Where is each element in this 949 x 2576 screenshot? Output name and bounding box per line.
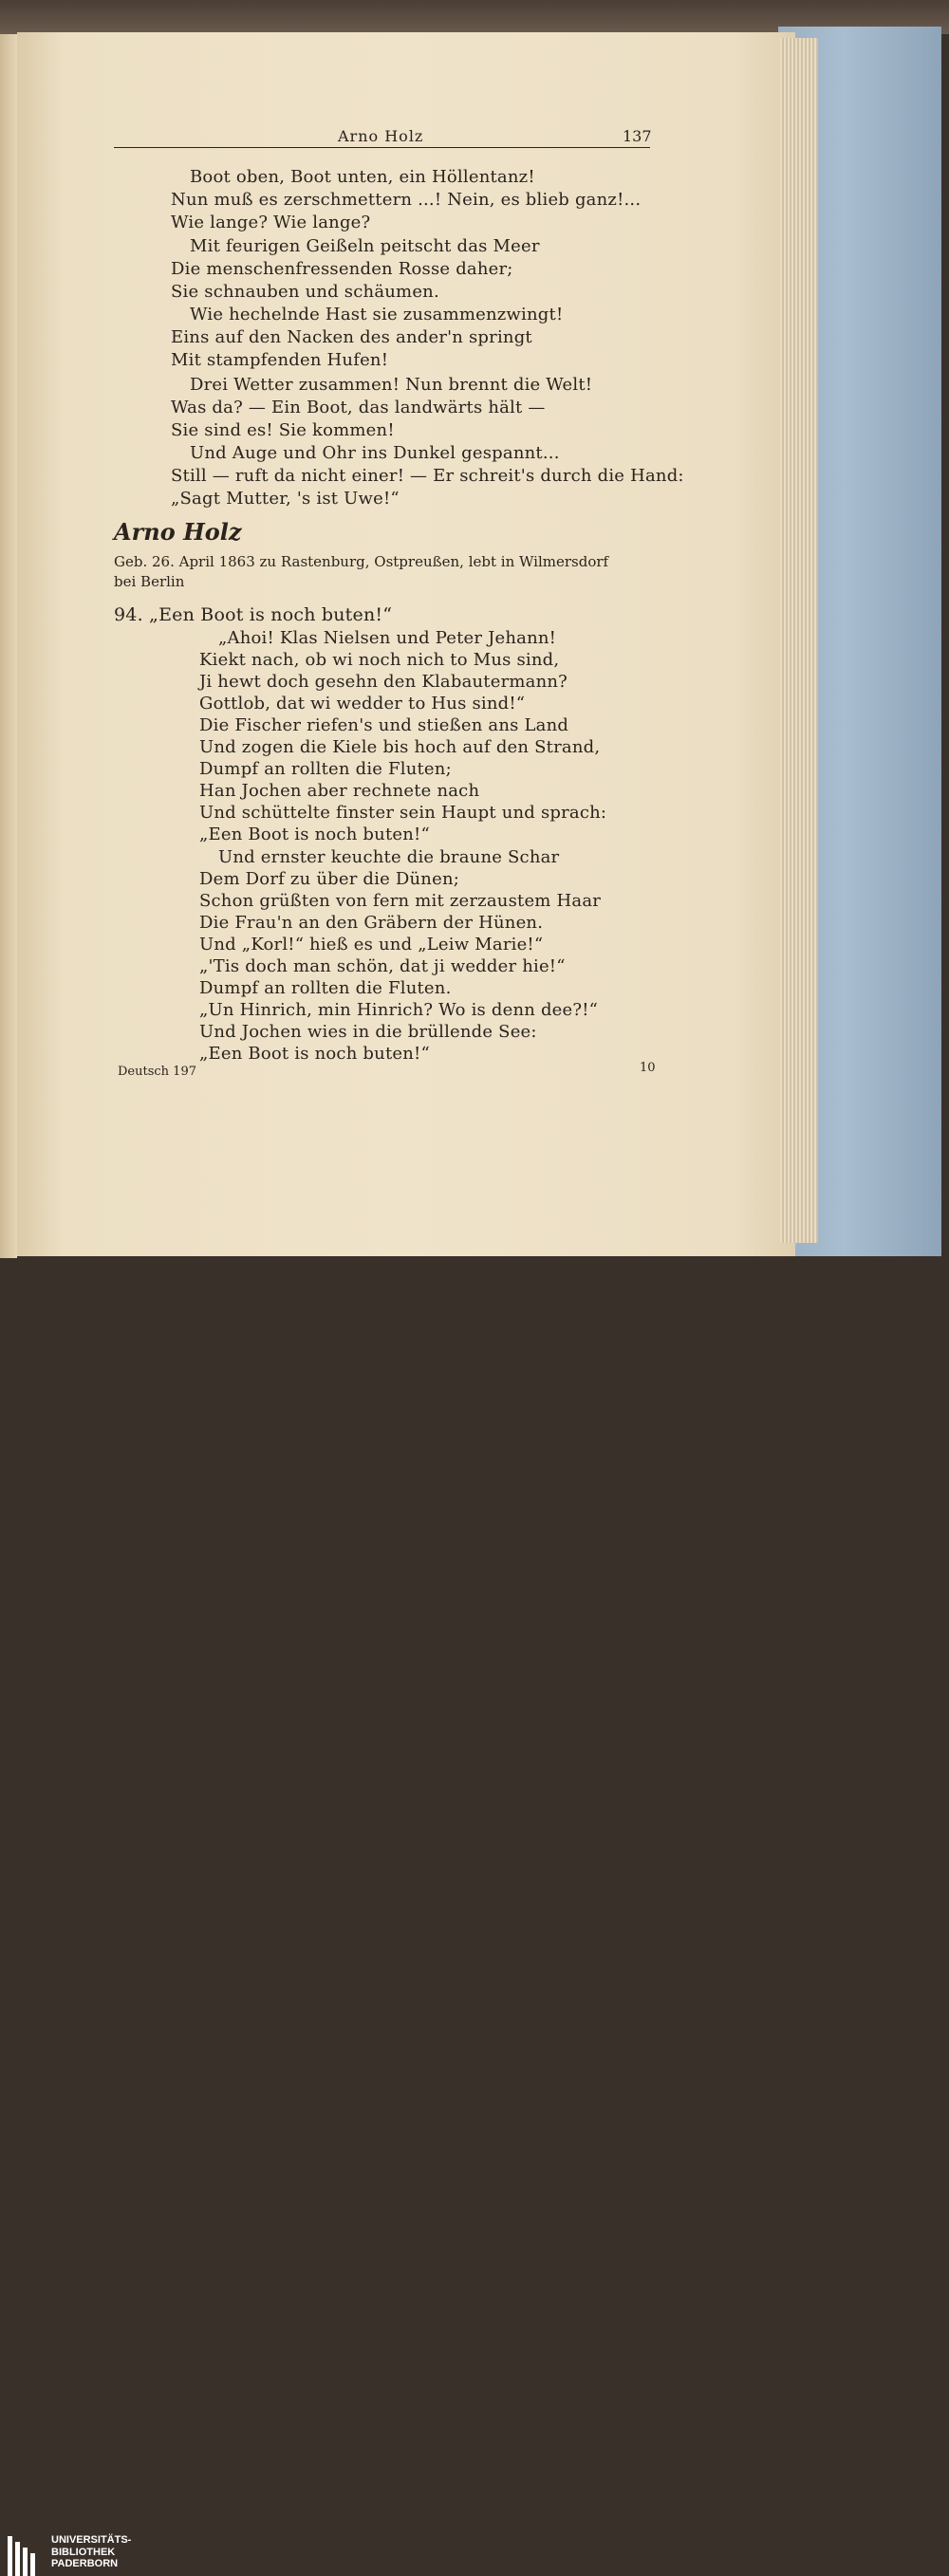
poem-line: Drei Wetter zusammen! Nun brennt die Welt! <box>190 375 593 395</box>
poem-line: Eins auf den Nacken des ander'n springt <box>171 327 532 347</box>
footer-sheet-number: 10 <box>640 1061 656 1075</box>
running-head: Arno Holz <box>338 127 424 145</box>
poem-line: Wie hechelnde Hast sie zusammenzwingt! <box>190 305 564 324</box>
footer-signature: Deutsch 197 <box>118 1065 196 1079</box>
poem-line: Wie lange? Wie lange? <box>171 213 371 232</box>
poem-line: Und Auge und Ohr ins Dunkel gespannt... <box>190 443 560 463</box>
library-name <box>51 2534 131 2570</box>
library-name-line: BIBLIOTHEK <box>51 2546 116 2558</box>
poem-line: „Een Boot is noch buten!“ <box>199 1044 430 1064</box>
poem-line: „Un Hinrich, min Hinrich? Wo is denn dee?!“ <box>199 1000 599 1020</box>
poem-line: Und „Korl!“ hieß es und „Leiw Marie!“ <box>199 935 544 954</box>
bio-line: bei Berlin <box>114 573 185 590</box>
poem-line: Mit feurigen Geißeln peitscht das Meer <box>190 236 540 256</box>
poem-line: Und Jochen wies in die brüllende See: <box>199 1022 537 1042</box>
library-name-line: PADERBORN <box>51 2558 119 2569</box>
book-scan <box>0 0 949 1266</box>
poem-line: Kiekt nach, ob wi noch nich to Mus sind, <box>199 650 560 670</box>
page-stack-edge <box>780 38 818 1243</box>
poem-line: Boot oben, Boot unten, ein Höllentanz! <box>190 167 535 187</box>
poem-line: Han Jochen aber rechnete nach <box>199 781 480 801</box>
poem-line: Mit stampfenden Hufen! <box>171 350 389 370</box>
poem-line: Dumpf an rollten die Fluten; <box>199 759 452 779</box>
page-number: 137 <box>623 127 652 145</box>
poem-line: Die Frau'n an den Gräbern der Hünen. <box>199 913 544 933</box>
poem-line: Still — ruft da nicht einer! — Er schreit's durch die Hand: <box>171 466 684 486</box>
poem-line: Was da? — Ein Boot, das landwärts hält — <box>171 398 546 417</box>
author-bio <box>114 552 608 592</box>
poem-line: Die Fischer riefen's und stießen ans Land <box>199 715 569 735</box>
author-heading: Arno Holz <box>114 518 242 546</box>
poem-line: „Sagt Mutter, 's ist Uwe!“ <box>171 489 400 509</box>
library-logo-icon <box>8 2536 46 2576</box>
library-name-line: UNIVERSITÄTS- <box>51 2534 132 2546</box>
poem-line: Und schüttelte finster sein Haupt und sprach: <box>199 803 607 823</box>
poem-line: Sie schnauben und schäumen. <box>171 282 439 302</box>
poem-line: „'Tis doch man schön, dat ji wedder hie!“ <box>199 956 566 976</box>
poem-title: 94. „Een Boot is noch buten!“ <box>114 604 393 625</box>
poem-line: Schon grüßten von fern mit zerzaustem Haar <box>199 891 602 911</box>
poem-line: Nun muß es zerschmettern ...! Nein, es blieb ganz!... <box>171 190 642 210</box>
poem-line: „Een Boot is noch buten!“ <box>199 825 430 844</box>
bio-line: Geb. 26. April 1863 zu Rastenburg, Ostpreußen, lebt in Wilmersdorf <box>114 553 609 570</box>
poem-line: „Ahoi! Klas Nielsen und Peter Jehann! <box>218 628 557 648</box>
header-rule <box>114 147 650 148</box>
poem-line: Dumpf an rollten die Fluten. <box>199 978 452 998</box>
poem-line: Dem Dorf zu über die Dünen; <box>199 869 460 889</box>
library-brand-strip <box>0 1266 949 2569</box>
poem-line: Und ernster keuchte die braune Schar <box>218 847 560 867</box>
poem-line: Die menschenfressenden Rosse daher; <box>171 259 513 279</box>
previous-page-edge <box>0 34 17 1258</box>
poem-line: Sie sind es! Sie kommen! <box>171 420 395 440</box>
poem-line: Gottlob, dat wi wedder to Hus sind!“ <box>199 694 526 713</box>
poem-line: Und zogen die Kiele bis hoch auf den Strand, <box>199 737 601 757</box>
poem-line: Ji hewt doch gesehn den Klabautermann? <box>199 672 568 692</box>
